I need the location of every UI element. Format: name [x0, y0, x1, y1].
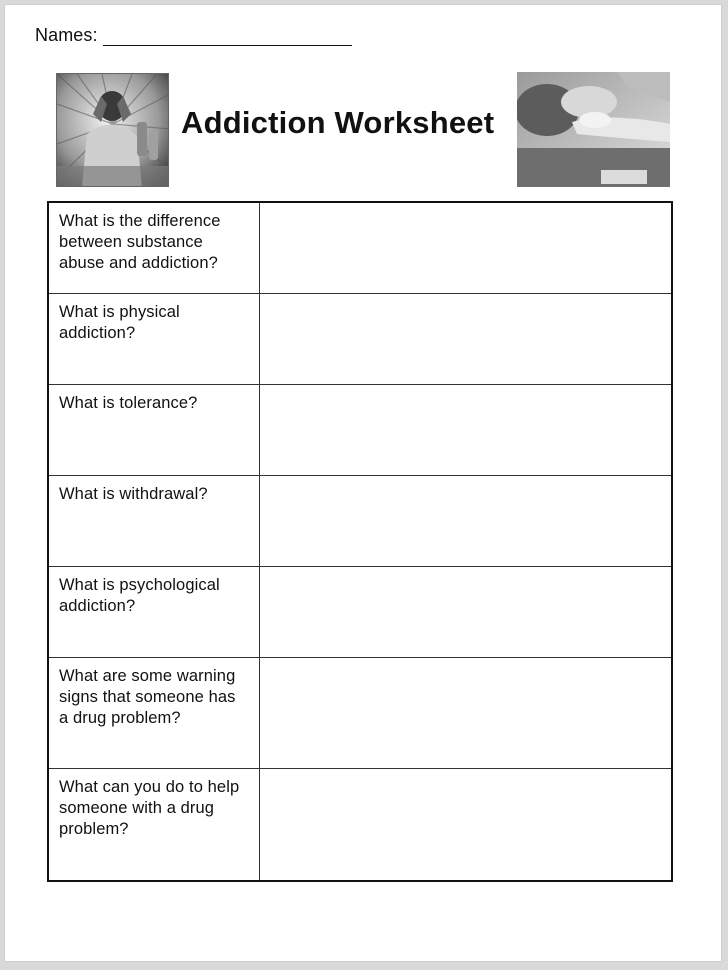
table-row	[48, 566, 672, 657]
table-row	[48, 768, 672, 881]
question-cell: What is tolerance?	[48, 384, 259, 475]
table-row	[48, 293, 672, 384]
answer-cell[interactable]	[259, 657, 672, 768]
worksheet-page	[4, 4, 722, 962]
names-label: Names:	[35, 25, 98, 45]
answer-cell[interactable]	[259, 293, 672, 384]
distressed-man-photo	[56, 73, 169, 187]
question-cell: What is the difference between substance abuse and addiction?	[48, 202, 259, 293]
answer-cell[interactable]	[259, 566, 672, 657]
question-cell: What is withdrawal?	[48, 475, 259, 566]
worksheet-title: Addiction Worksheet	[181, 105, 495, 140]
table-row	[48, 202, 672, 293]
answer-cell[interactable]	[259, 475, 672, 566]
table-row	[48, 384, 672, 475]
question-cell: What is physical addiction?	[48, 293, 259, 384]
table-row	[48, 475, 672, 566]
answer-cell[interactable]	[259, 202, 672, 293]
names-input-line[interactable]	[103, 45, 352, 46]
answer-cell[interactable]	[259, 768, 672, 881]
question-cell: What are some warning signs that someone has a drug problem?	[48, 657, 259, 768]
person-lying-photo	[517, 72, 670, 187]
answer-cell[interactable]	[259, 384, 672, 475]
question-cell: What is psychological addiction?	[48, 566, 259, 657]
table-row	[48, 657, 672, 768]
question-table	[47, 201, 673, 882]
question-cell: What can you do to help someone with a drug problem?	[48, 768, 259, 881]
